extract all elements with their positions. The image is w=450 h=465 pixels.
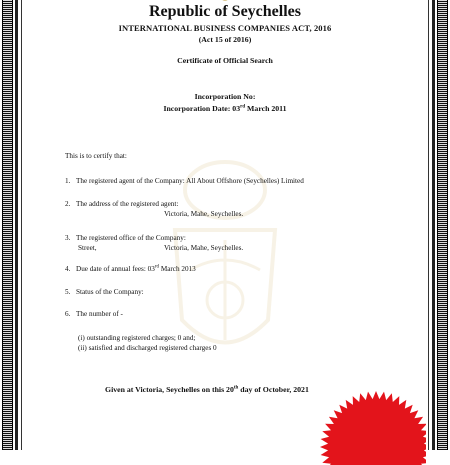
intro-text: This is to certify that: [65,152,127,160]
office-street: Street, [78,244,97,252]
list-item: 2. The address of the registered agent: [65,200,179,208]
certificate-title: Certificate of Official Search [177,56,273,65]
list-item: 4. Due date of annual fees: 03rd March 2013 [65,264,196,273]
incorporation-date: Incorporation Date: 03rd March 2011 [163,104,287,113]
document-title: Republic of Seychelles [149,3,301,20]
sub-list-item: (i) outstanding registered charges; 0 and; [78,334,196,342]
agent-address: Victoria, Mahe, Seychelles. [164,210,244,218]
left-border-line [15,0,18,450]
red-seal-icon [316,385,426,465]
right-border-band [437,0,448,450]
right-inner-line [428,0,429,450]
sub-list-item: (ii) satisfied and discharged registered charges 0 [78,344,217,352]
act-name: INTERNATIONAL BUSINESS COMPANIES ACT, 2016 [118,23,332,33]
office-address: Victoria, Mahe, Seychelles. [164,244,244,252]
left-border-band [2,0,13,450]
list-item: 3. The registered office of the Company: [65,234,186,242]
list-item: 1. The registered agent of the Company: All About Offshore (Seychelles) Limited [65,177,304,185]
incorporation-number-label: Incorporation No: [194,92,256,101]
given-at-statement: Given at Victoria, Seychelles on this 20th day of October, 2021 [105,385,309,394]
list-item: 5. Status of the Company: [65,288,144,296]
left-inner-line [21,0,22,450]
act-number: (Act 15 of 2016) [198,35,252,44]
right-border-line [432,0,435,450]
list-item: 6. The number of - [65,310,123,318]
